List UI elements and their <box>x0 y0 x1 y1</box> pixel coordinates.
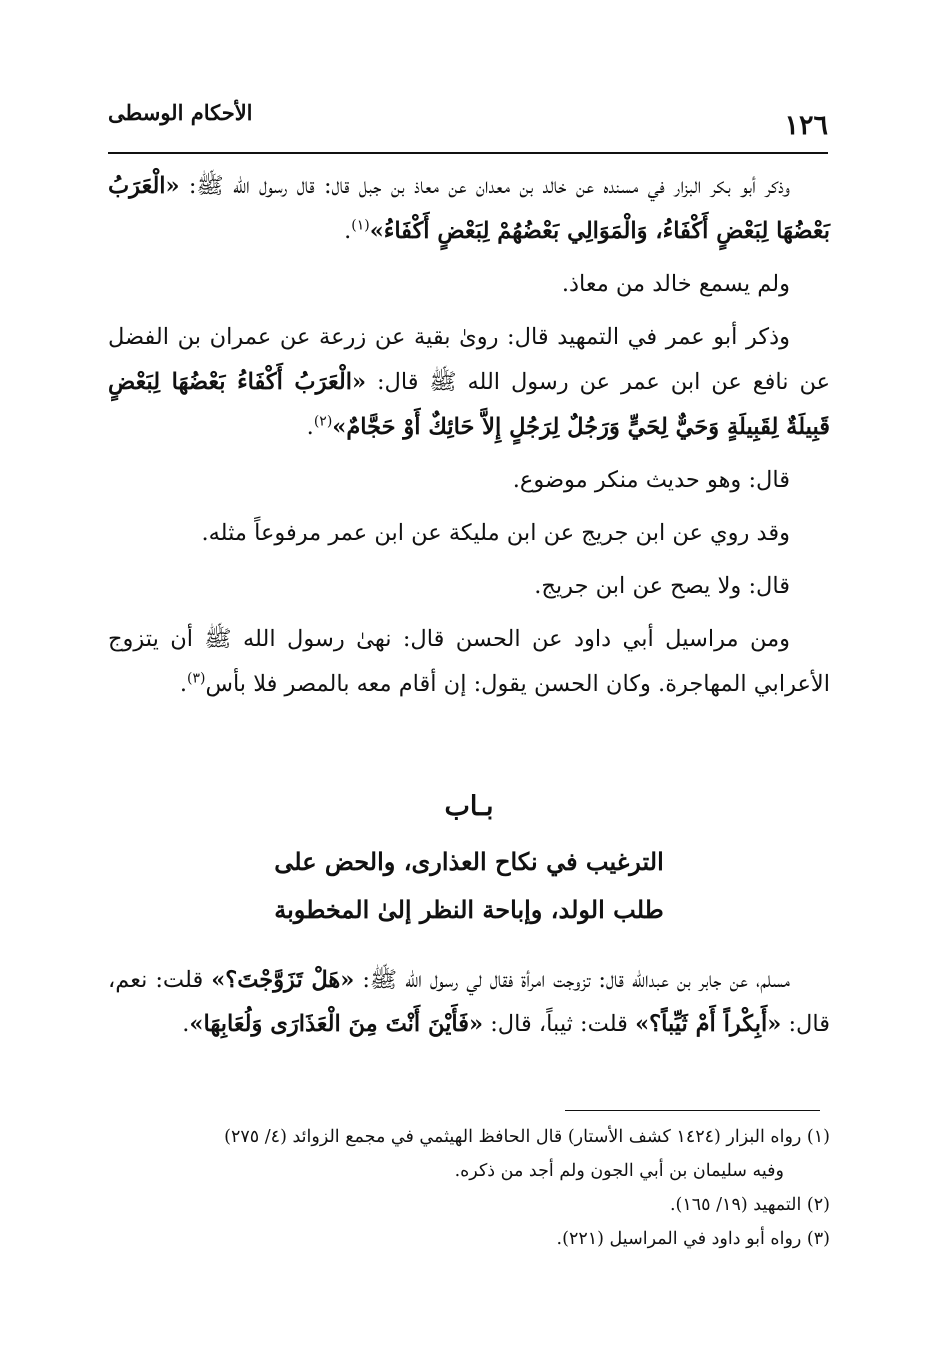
paragraph-bazzar <box>108 164 830 254</box>
footnote-ref-2[interactable]: (٢) <box>313 413 333 430</box>
paragraph-khalid: ولم يسمع خالد من معاذ. <box>561 271 790 297</box>
paragraph-text: وذكر أبو بكر البزار في مسنده عن خالد بن معدان عن معاذ بن جبل قال: قال رسول الله ﷺ: <box>179 173 790 199</box>
chapter-title-line-1: الترغيب في نكاح العذارى، والحض على <box>274 847 664 876</box>
footnote-divider <box>565 1110 820 1111</box>
footnote-3: (٣) رواه أبو داود في المراسيل (٢٢١). <box>556 1229 830 1249</box>
chapter-title-line-2: طلب الولد، وإباحة النظر إلىٰ المخطوبة <box>274 895 664 924</box>
paragraph-marasil <box>108 617 830 707</box>
footnote-1: (١) رواه البزار (١٤٢٤ كشف الأستار) قال الحافظ الهيثمي في مجمع الزوائد (٤/ ٢٧٥) <box>224 1127 830 1147</box>
paragraph-la-yasih: قال: ولا يصح عن ابن جريج. <box>534 573 790 599</box>
footnote-ref-1[interactable]: (١) <box>351 217 370 234</box>
paragraph-tamhid <box>108 315 830 450</box>
hadith-paragraph <box>108 958 830 1046</box>
paragraph-ibn-jurayj: وقد روي عن ابن جريج عن ابن مليكة عن ابن عمر مرفوعاً مثله. <box>201 520 790 546</box>
page-number: ١٢٦ <box>784 110 828 141</box>
book-title: الأحكام الوسطى <box>108 100 253 125</box>
paragraph-munkar: قال: وهو حديث منكر موضوع. <box>512 467 790 493</box>
footnote-ref-3[interactable]: (٣) <box>187 670 206 687</box>
punctuation: . <box>179 671 188 697</box>
hadith-text: مسلم، عن جابر بن عبدالله قال: تزوجت امرأة فقال لي رسول الله ﷺ: <box>354 967 790 993</box>
hadith-quote: «هَلْ تَزَوَّجْتَ؟» <box>211 967 355 993</box>
hadith-text: قلت: ثيباً، قال: <box>483 1011 636 1037</box>
hadith-text: قلت: نعم، قال: <box>108 967 830 1037</box>
footnote-2: (٢) التمهيد (١٩/ ١٦٥). <box>669 1195 830 1215</box>
paragraph-text: وذكر أبو عمر في التمهيد قال: روىٰ بقية عن زرعة عن عمران بن الفضل عن نافع عن ابن عمر عن رسول الله ﷺ قال: <box>108 324 830 395</box>
punctuation: . <box>344 218 352 244</box>
running-head <box>108 100 828 140</box>
hadith-quote: «الْعَرَبُ بَعْضُهَا لِبَعْضٍ أَكْفَاءُ، وَالْمَوَالِي بَعْضُهُمْ لِبَعْضٍ أَكْفَاءُ» <box>108 173 830 244</box>
punctuation: . <box>306 414 314 440</box>
footnote-1-continuation: وفيه سليمان بن أبي الجون ولم أجد من ذكره. <box>454 1161 784 1181</box>
hadith-quote: «أَبِكْراً أَمْ ثَيِّباً؟» <box>635 1011 782 1037</box>
header-divider <box>108 152 828 154</box>
main-text <box>108 164 830 715</box>
hadith-quote: «الْعَرَبُ أَكْفَاءُ بَعْضُهَا لِبَعْضٍ قَبِيلَةٌ لِقَبِيلَةٍ وَحَيٌّ لِحَيٍّ وَرَجُلٌ لِرَجُلٍ إِلاَّ حَائِكٌ أَوْ حَجَّامٌ» <box>108 369 830 440</box>
hadith-quote: «فَأَيْنَ أَنْتَ مِنَ الْعَذَارَى وَلُعَابِهَا» <box>189 1011 484 1037</box>
chapter-heading <box>108 782 830 934</box>
punctuation: . <box>182 1011 190 1037</box>
hadith-jabir <box>108 958 830 1046</box>
paragraph-text: ومن مراسيل أبي داود عن الحسن قال: نهىٰ رسول الله ﷺ أن يتزوج الأعرابي المهاجرة. وكان الحسن يقول: إن أقام معه بالمصر فلا بأس <box>108 626 830 697</box>
footnotes <box>108 1120 830 1256</box>
bab-label: بـاب <box>444 791 494 822</box>
